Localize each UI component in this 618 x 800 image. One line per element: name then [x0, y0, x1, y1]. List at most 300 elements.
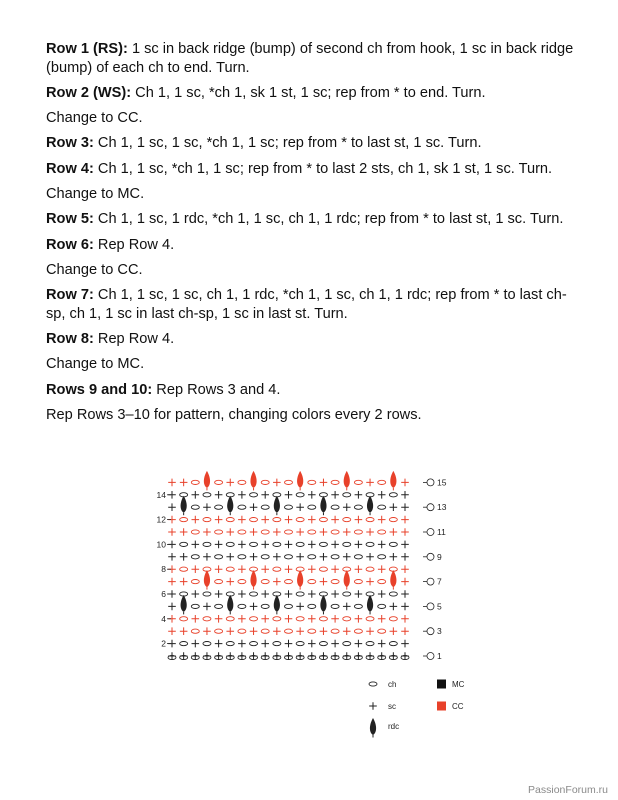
sc-symbol: [192, 541, 200, 549]
ch-symbol: [296, 493, 304, 497]
ch-symbol: [191, 629, 199, 633]
row-number-label: 11: [437, 527, 446, 537]
ch-symbol: [296, 642, 304, 646]
sc-symbol: [401, 565, 409, 573]
sc-symbol: [226, 553, 234, 561]
ch-symbol: [180, 542, 188, 546]
sc-symbol: [401, 528, 409, 536]
sc-symbol: [355, 590, 363, 598]
sc-symbol: [331, 565, 339, 573]
rdc-symbol: [390, 570, 396, 587]
sc-symbol: [378, 491, 386, 499]
sc-symbol: [238, 565, 246, 573]
ch-symbol: [343, 493, 351, 497]
row-text: Change to CC.: [46, 261, 143, 278]
sc-symbol: [261, 652, 269, 660]
sc-symbol: [261, 615, 269, 623]
ch-symbol: [331, 580, 339, 584]
legend-color-swatch: [437, 680, 446, 689]
sc-symbol: [355, 541, 363, 549]
sc-symbol: [261, 565, 269, 573]
sc-symbol: [273, 627, 281, 635]
ch-symbol: [261, 505, 269, 509]
row-text: Ch 1, 1 sc, *ch 1, sk 1 st, 1 sc; rep from * to end. Turn.: [131, 84, 486, 101]
ch-symbol: [273, 642, 281, 646]
sc-symbol: [250, 652, 258, 660]
sc-symbol: [296, 627, 304, 635]
sc-symbol: [180, 578, 188, 586]
sc-symbol: [401, 479, 409, 487]
ch-symbol: [238, 604, 246, 608]
sc-symbol: [215, 640, 223, 648]
sc-symbol: [378, 541, 386, 549]
ch-symbol: [308, 604, 316, 608]
row-number-label: 6: [161, 589, 166, 599]
row-number-label: 15: [437, 477, 447, 488]
ch-symbol: [296, 542, 304, 546]
ch-symbol: [238, 629, 246, 633]
ch-symbol: [238, 530, 246, 534]
ch-symbol: [215, 604, 223, 608]
sc-symbol: [366, 627, 374, 635]
sc-symbol: [250, 503, 258, 511]
sc-symbol: [296, 603, 304, 611]
row-text: Rep Row 4.: [93, 236, 175, 253]
sc-symbol: [308, 652, 316, 660]
sc-symbol: [308, 565, 316, 573]
ch-symbol: [180, 642, 188, 646]
sc-symbol: [261, 590, 269, 598]
ch-symbol: [343, 592, 351, 596]
ch-symbol: [378, 480, 386, 484]
ch-symbol: [296, 617, 304, 621]
ch-symbol: [285, 604, 293, 608]
sc-symbol: [390, 503, 398, 511]
ch-symbol: [319, 518, 327, 522]
sc-symbol: [180, 528, 188, 536]
sc-symbol: [261, 516, 269, 524]
legend-label: sc: [388, 702, 396, 711]
sc-symbol: [308, 516, 316, 524]
sc-symbol: [203, 528, 211, 536]
ch-symbol: [261, 604, 269, 608]
ch-symbol: [215, 555, 223, 559]
sc-symbol: [192, 615, 200, 623]
ch-symbol: [378, 505, 386, 509]
sc-symbol: [390, 603, 398, 611]
sc-symbol: [238, 640, 246, 648]
sc-symbol: [366, 528, 374, 536]
ch-symbol: [215, 505, 223, 509]
sc-symbol: [273, 553, 281, 561]
sc-symbol: [355, 565, 363, 573]
sc-symbol: [296, 553, 304, 561]
sc-symbol: [401, 578, 409, 586]
ch-symbol: [308, 580, 316, 584]
sc-symbol: [401, 503, 409, 511]
sc-symbol: [390, 553, 398, 561]
ch-symbol: [203, 592, 211, 596]
turning-ch-symbol: [427, 529, 434, 536]
ch-symbol: [191, 480, 199, 484]
sc-symbol: [168, 652, 176, 660]
ch-symbol: [238, 580, 246, 584]
sc-symbol: [180, 652, 188, 660]
sc-symbol: [285, 541, 293, 549]
sc-symbol: [203, 553, 211, 561]
sc-symbol: [331, 615, 339, 623]
ch-symbol: [389, 542, 397, 546]
ch-symbol: [378, 604, 386, 608]
ch-symbol: [296, 518, 304, 522]
row-text: Change to CC.: [46, 110, 143, 127]
ch-symbol: [308, 555, 316, 559]
sc-symbol: [238, 491, 246, 499]
row-number-label: 3: [437, 626, 442, 637]
row-text: Ch 1, 1 sc, 1 sc, ch 1, 1 rdc, *ch 1, 1 sc, ch 1, 1 rdc; rep from * to last ch-sp, ch 1, 1 sc in last ch-sp, 1 sc in last st. Turn.: [46, 287, 567, 322]
row-label: Row 2 (WS):: [46, 84, 132, 101]
ch-symbol: [180, 617, 188, 621]
sc-symbol: [203, 627, 211, 635]
rdc-symbol: [320, 496, 326, 513]
ch-symbol: [226, 542, 234, 546]
ch-symbol: [285, 580, 293, 584]
sc-symbol: [308, 541, 316, 549]
sc-symbol: [168, 503, 176, 511]
ch-symbol: [319, 642, 327, 646]
sc-symbol: [168, 479, 176, 487]
ch-symbol: [250, 542, 258, 546]
row-text: Rep Rows 3–10 for pattern, changing colors every 2 rows.: [46, 406, 422, 423]
sc-symbol: [320, 528, 328, 536]
ch-symbol: [273, 518, 281, 522]
rdc-symbol: [367, 595, 373, 612]
sc-symbol: [215, 590, 223, 598]
sc-symbol: [226, 528, 234, 536]
ch-symbol: [203, 542, 211, 546]
turning-ch-symbol: [427, 553, 434, 560]
sc-symbol: [343, 553, 351, 561]
sc-symbol: [215, 615, 223, 623]
ch-symbol: [191, 530, 199, 534]
sc-symbol: [215, 491, 223, 499]
ch-symbol: [261, 555, 269, 559]
ch-symbol: [378, 530, 386, 534]
sc-symbol: [331, 541, 339, 549]
ch-symbol: [250, 493, 258, 497]
ch-symbol: [250, 642, 258, 646]
sc-symbol: [180, 627, 188, 635]
ch-symbol: [331, 555, 339, 559]
sc-symbol: [250, 528, 258, 536]
ch-symbol: [250, 592, 258, 596]
row-number-label: 2: [161, 638, 166, 649]
turning-ch-symbol: [427, 479, 434, 486]
row-text: Change to MC.: [46, 356, 145, 373]
row-number-label: 8: [161, 564, 166, 575]
sc-symbol: [401, 640, 409, 648]
row-label: Row 1 (RS):: [46, 41, 128, 57]
sc-symbol: [215, 565, 223, 573]
rdc-symbol: [297, 471, 303, 488]
sc-symbol: [261, 541, 269, 549]
rdc-symbol: [250, 471, 256, 488]
sc-symbol: [192, 640, 200, 648]
ch-symbol: [180, 567, 188, 571]
ch-symbol: [285, 480, 293, 484]
sc-symbol: [331, 652, 339, 660]
ch-symbol: [389, 518, 397, 522]
sc-symbol: [238, 516, 246, 524]
ch-symbol: [203, 493, 211, 497]
legend-label: CC: [452, 702, 464, 711]
sc-symbol: [378, 590, 386, 598]
rdc-symbol: [344, 471, 350, 488]
sc-symbol: [390, 652, 398, 660]
ch-symbol: [296, 592, 304, 596]
ch-symbol: [366, 518, 374, 522]
row-label: Row 6:: [46, 236, 94, 253]
ch-symbol: [343, 642, 351, 646]
sc-symbol: [308, 615, 316, 623]
row-number-label: 4: [161, 613, 166, 624]
rdc-symbol: [367, 496, 373, 513]
sc-symbol: [401, 652, 409, 660]
ch-symbol: [354, 580, 362, 584]
sc-symbol: [273, 652, 281, 660]
row-number-label: 12: [156, 514, 166, 525]
sc-symbol: [378, 565, 386, 573]
ch-symbol: [238, 505, 246, 509]
ch-symbol: [238, 555, 246, 559]
row-text: 1 sc in back ridge (bump) of second ch from hook, 1 sc in back ridge (bump) of each ch to end. Turn.: [46, 41, 574, 76]
legend-label: rdc: [388, 722, 400, 731]
sc-symbol: [261, 640, 269, 648]
ch-symbol: [331, 480, 339, 484]
sc-symbol: [343, 503, 351, 511]
ch-symbol: [378, 580, 386, 584]
ch-symbol: [273, 617, 281, 621]
row-text: Ch 1, 1 sc, 1 rdc, *ch 1, 1 sc, ch 1, 1 rdc; rep from * to last st, 1 sc. Turn.: [93, 211, 564, 228]
sc-symbol: [390, 627, 398, 635]
ch-symbol: [319, 617, 327, 621]
sc-symbol: [320, 652, 328, 660]
sc-symbol: [308, 491, 316, 499]
ch-symbol: [273, 542, 281, 546]
ch-symbol: [285, 555, 293, 559]
ch-symbol: [378, 629, 386, 633]
sc-symbol: [331, 640, 339, 648]
sc-symbol: [226, 652, 234, 660]
sc-symbol: [378, 615, 386, 623]
ch-symbol: [261, 629, 269, 633]
sc-symbol: [215, 516, 223, 524]
ch-symbol: [354, 505, 362, 509]
ch-symbol: [285, 629, 293, 633]
sc-symbol: [215, 541, 223, 549]
sc-symbol: [192, 590, 200, 598]
ch-symbol: [331, 629, 339, 633]
sc-symbol: [378, 640, 386, 648]
sc-symbol: [168, 553, 176, 561]
ch-symbol: [366, 617, 374, 621]
sc-symbol: [320, 578, 328, 586]
rdc-symbol: [181, 595, 187, 612]
ch-symbol: [226, 642, 234, 646]
ch-symbol: [308, 530, 316, 534]
ch-symbol: [331, 604, 339, 608]
ch-symbol: [354, 480, 362, 484]
sc-symbol: [378, 652, 386, 660]
ch-symbol: [354, 555, 362, 559]
ch-symbol: [389, 617, 397, 621]
rdc-symbol: [181, 496, 187, 513]
sc-symbol: [390, 528, 398, 536]
row-number-label: 7: [437, 576, 442, 587]
sc-symbol: [401, 541, 409, 549]
ch-symbol: [354, 629, 362, 633]
sc-symbol: [250, 603, 258, 611]
sc-symbol: [226, 578, 234, 586]
sc-symbol: [192, 565, 200, 573]
ch-symbol: [343, 617, 351, 621]
row-label: Row 7:: [46, 287, 94, 304]
sc-symbol: [238, 590, 246, 598]
row-text: Ch 1, 1 sc, *ch 1, 1 sc; rep from * to last 2 sts, ch 1, sk 1 st, 1 sc. Turn.: [93, 160, 553, 177]
sc-symbol: [192, 491, 200, 499]
legend-label: ch: [388, 680, 397, 689]
ch-symbol: [319, 542, 327, 546]
sc-symbol: [366, 578, 374, 586]
row-label: Rows 9 and 10:: [46, 381, 153, 398]
ch-symbol: [191, 604, 199, 608]
sc-symbol: [308, 590, 316, 598]
sc-symbol: [366, 652, 374, 660]
rdc-symbol: [390, 471, 396, 488]
ch-symbol: [389, 592, 397, 596]
sc-symbol: [180, 479, 188, 487]
sc-symbol: [320, 479, 328, 487]
ch-symbol: [191, 505, 199, 509]
ch-symbol: [261, 530, 269, 534]
row-label: Row 5:: [46, 211, 94, 228]
ch-symbol: [331, 505, 339, 509]
sc-symbol: [401, 615, 409, 623]
sc-symbol: [331, 590, 339, 598]
row-number-label: 5: [437, 601, 442, 612]
sc-symbol: [273, 479, 281, 487]
legend-label: MC: [452, 680, 465, 689]
sc-symbol: [168, 528, 176, 536]
sc-symbol: [285, 565, 293, 573]
row-label: Row 3:: [46, 135, 94, 152]
sc-symbol: [261, 491, 269, 499]
ch-symbol: [389, 493, 397, 497]
ch-symbol: [238, 480, 246, 484]
sc-symbol: [343, 652, 351, 660]
sc-symbol: [366, 553, 374, 561]
ch-symbol: [369, 682, 377, 686]
sc-symbol: [355, 516, 363, 524]
sc-symbol: [273, 528, 281, 536]
ch-symbol: [226, 567, 234, 571]
ch-symbol: [191, 555, 199, 559]
sc-symbol: [168, 627, 176, 635]
ch-symbol: [273, 567, 281, 571]
sc-symbol: [250, 627, 258, 635]
ch-symbol: [203, 518, 211, 522]
row-number-label: 14: [156, 489, 166, 500]
row-number-label: 10: [156, 539, 166, 550]
sc-symbol: [369, 702, 377, 710]
sc-symbol: [285, 652, 293, 660]
ch-symbol: [180, 518, 188, 522]
sc-symbol: [401, 553, 409, 561]
sc-symbol: [273, 578, 281, 586]
sc-symbol: [366, 479, 374, 487]
ch-symbol: [354, 604, 362, 608]
sc-symbol: [320, 627, 328, 635]
rdc-symbol: [320, 595, 326, 612]
ch-symbol: [308, 629, 316, 633]
ch-symbol: [331, 530, 339, 534]
rdc-symbol: [274, 496, 280, 513]
legend-color-swatch: [437, 702, 446, 711]
ch-symbol: [226, 617, 234, 621]
turning-ch-symbol: [427, 603, 434, 610]
ch-symbol: [191, 580, 199, 584]
sc-symbol: [285, 590, 293, 598]
sc-symbol: [203, 652, 211, 660]
ch-symbol: [285, 505, 293, 509]
ch-symbol: [203, 617, 211, 621]
ch-symbol: [366, 542, 374, 546]
ch-symbol: [226, 518, 234, 522]
ch-symbol: [378, 555, 386, 559]
sc-symbol: [203, 503, 211, 511]
ch-symbol: [203, 642, 211, 646]
sc-symbol: [401, 491, 409, 499]
watermark: PassionForum.ru: [528, 784, 608, 796]
ch-symbol: [389, 642, 397, 646]
sc-symbol: [355, 652, 363, 660]
sc-symbol: [168, 578, 176, 586]
rdc-symbol: [344, 570, 350, 587]
row-number-label: 1: [437, 651, 442, 661]
row-text: Rep Row 4.: [93, 330, 175, 347]
sc-symbol: [331, 516, 339, 524]
sc-symbol: [180, 553, 188, 561]
sc-symbol: [226, 627, 234, 635]
sc-symbol: [308, 640, 316, 648]
row-text: Ch 1, 1 sc, 1 sc, *ch 1, 1 sc; rep from * to last st, 1 sc. Turn.: [93, 135, 482, 152]
sc-symbol: [250, 553, 258, 561]
sc-symbol: [285, 491, 293, 499]
ch-symbol: [366, 567, 374, 571]
ch-symbol: [215, 580, 223, 584]
sc-symbol: [296, 528, 304, 536]
row-label: Row 4:: [46, 160, 94, 177]
turning-ch-symbol: [427, 504, 434, 511]
sc-symbol: [203, 603, 211, 611]
rdc-symbol: [204, 471, 210, 488]
rdc-symbol: [227, 496, 233, 513]
rdc-symbol: [370, 718, 376, 735]
ch-symbol: [215, 629, 223, 633]
row-text: Change to MC.: [46, 185, 145, 202]
sc-symbol: [378, 516, 386, 524]
sc-symbol: [343, 528, 351, 536]
